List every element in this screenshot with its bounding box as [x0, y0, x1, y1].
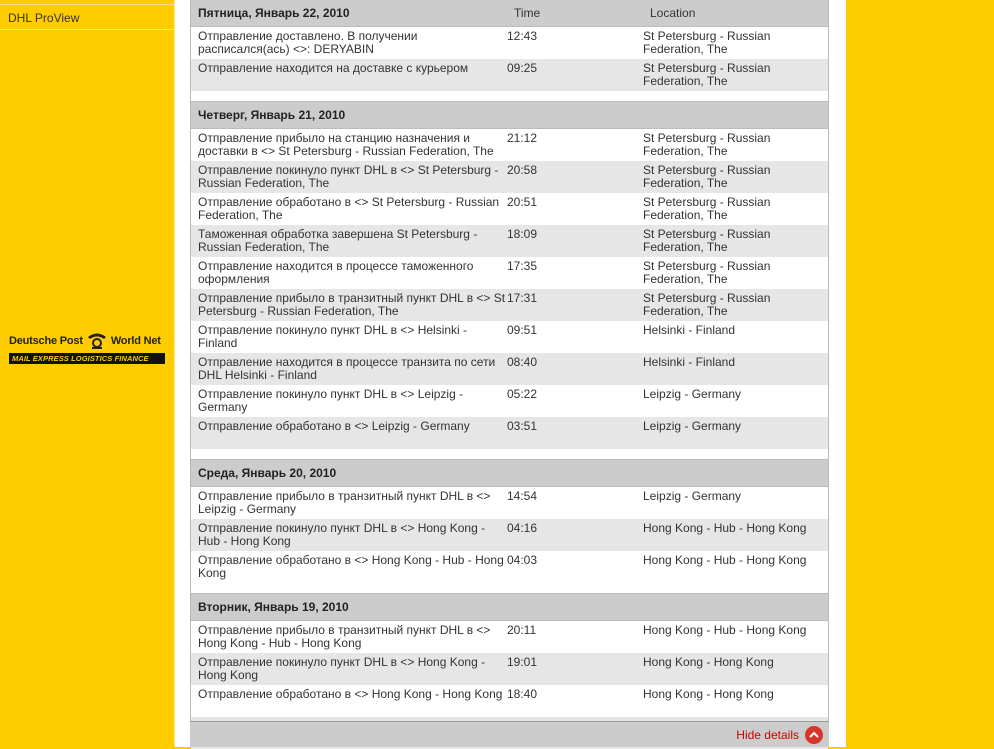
- event-time: 18:40: [507, 687, 538, 701]
- location-column-header: Location: [650, 6, 696, 20]
- event-location: Hong Kong - Hong Kong: [643, 655, 774, 669]
- event-location: St Petersburg - Russian Federation, The: [643, 61, 771, 88]
- event-description: Отправление покинуло пункт DHL в <> Leipzig - Germany: [198, 387, 464, 414]
- event-description: Отправление прибыло в транзитный пункт DHL в <> Leipzig - Germany: [198, 489, 491, 516]
- event-row: [191, 289, 828, 321]
- event-time: 17:31: [507, 291, 538, 305]
- day-date: Вторник, Январь 19, 2010: [198, 600, 349, 614]
- logo-tagline: MAIL EXPRESS LOGISTICS FINANCE: [9, 353, 165, 364]
- event-description: Отправление находится в процессе таможенного оформления: [198, 259, 474, 286]
- event-row: [191, 59, 828, 91]
- event-row: [191, 129, 828, 161]
- event-time: 04:16: [507, 521, 538, 535]
- day-header: [191, 594, 828, 621]
- day-date: Пятница, Январь 22, 2010: [198, 6, 350, 20]
- event-time: 21:12: [507, 131, 538, 145]
- event-row: [191, 487, 828, 519]
- event-location: St Petersburg - Russian Federation, The: [643, 29, 771, 56]
- day-separator: [191, 91, 828, 102]
- event-time: 04:03: [507, 553, 538, 567]
- event-description: Отправление обработано в <> Leipzig - Germany: [198, 419, 470, 433]
- event-location: St Petersburg - Russian Federation, The: [643, 195, 771, 222]
- deutsche-post-logo: [9, 332, 165, 364]
- event-description: Отправление обработано в <> Hong Kong - Hong Kong: [198, 687, 503, 701]
- event-description: Отправление доставлено. В получении расписался(ась) <>: DERYABIN: [198, 29, 418, 56]
- logo-right-text: World Net: [110, 335, 161, 347]
- event-description: Отправление покинуло пункт DHL в <> Hong Kong - Hong Kong: [198, 655, 486, 682]
- event-location: St Petersburg - Russian Federation, The: [643, 131, 771, 158]
- event-description: Отправление покинуло пункт DHL в <> St Petersburg - Russian Federation, The: [198, 163, 499, 190]
- event-row: [191, 551, 828, 583]
- event-location: St Petersburg - Russian Federation, The: [643, 163, 771, 190]
- event-description: Отправление прибыло в транзитный пункт DHL в <> Hong Kong - Hub - Hong Kong: [198, 623, 491, 650]
- event-row: [191, 161, 828, 193]
- event-row: [191, 685, 828, 717]
- event-description: Отправление покинуло пункт DHL в <> Hong Kong - Hub - Hong Kong: [198, 521, 486, 548]
- event-row: [191, 225, 828, 257]
- day-header: [191, 0, 828, 27]
- event-time: 20:51: [507, 195, 538, 209]
- event-time: 05:22: [507, 387, 538, 401]
- event-location: Hong Kong - Hub - Hong Kong: [643, 623, 807, 637]
- event-location: Leipzig - Germany: [643, 387, 742, 401]
- event-location: St Petersburg - Russian Federation, The: [643, 227, 771, 254]
- event-row: [191, 193, 828, 225]
- event-location: St Petersburg - Russian Federation, The: [643, 291, 771, 318]
- event-time: 03:51: [507, 419, 538, 433]
- event-description: Отправление обработано в <> Hong Kong - Hub - Hong Kong: [198, 553, 504, 580]
- event-row: [191, 653, 828, 685]
- event-location: Leipzig - Germany: [643, 489, 742, 503]
- days-container: [191, 0, 828, 749]
- event-location: Hong Kong - Hub - Hong Kong: [643, 521, 807, 535]
- event-location: Helsinki - Finland: [643, 323, 736, 337]
- sidebar: [0, 0, 175, 747]
- event-description: Отправление покинуло пункт DHL в <> Helsinki - Finland: [198, 323, 468, 350]
- event-row: [191, 417, 828, 449]
- event-time: 12:43: [507, 29, 538, 43]
- event-row: [191, 519, 828, 551]
- tracking-details: [190, 0, 829, 747]
- event-time: 14:54: [507, 489, 538, 503]
- event-row: [191, 353, 828, 385]
- day-date: Среда, Январь 20, 2010: [198, 466, 337, 480]
- posthorn-icon: [86, 332, 108, 350]
- event-description: Отправление прибыло на станцию назначения и доставки в <> St Petersburg - Russian Federation, The: [198, 131, 494, 158]
- event-location: Hong Kong - Hong Kong: [643, 687, 774, 701]
- event-description: Отправление прибыло в транзитный пункт DHL в <> St Petersburg - Russian Federation, The: [198, 291, 506, 318]
- event-time: 17:35: [507, 259, 538, 273]
- event-description: Таможенная обработка завершена St Petersburg - Russian Federation, The: [198, 227, 478, 254]
- day-separator: [191, 449, 828, 460]
- event-time: 09:51: [507, 323, 538, 337]
- event-row: [191, 321, 828, 353]
- day-header: [191, 102, 828, 129]
- left-gutter: [175, 0, 190, 747]
- event-location: St Petersburg - Russian Federation, The: [643, 259, 771, 286]
- event-location: Leipzig - Germany: [643, 419, 742, 433]
- event-row: [191, 27, 828, 59]
- time-column-header: Time: [514, 6, 541, 20]
- event-time: 20:11: [507, 623, 537, 637]
- logo-left-text: Deutsche Post: [9, 335, 83, 347]
- event-row: [191, 257, 828, 289]
- event-location: Helsinki - Finland: [643, 355, 736, 369]
- event-description: Отправление находится в процессе транзита по сети DHL Helsinki - Finland: [198, 355, 496, 382]
- event-description: Отправление обработано в <> St Petersburg - Russian Federation, The: [198, 195, 500, 222]
- details-footer: [190, 721, 829, 747]
- right-gutter: [829, 0, 846, 747]
- chevron-up-icon: [808, 729, 820, 741]
- event-time: 08:40: [507, 355, 538, 369]
- event-location: Hong Kong - Hub - Hong Kong: [643, 553, 807, 567]
- nav-dhl-proview[interactable]: DHL ProView: [0, 4, 174, 30]
- event-description: Отправление находится на доставке с курьером: [198, 61, 469, 75]
- event-time: 09:25: [507, 61, 538, 75]
- event-row: [191, 385, 828, 417]
- collapse-up-icon[interactable]: [805, 726, 823, 744]
- day-date: Четверг, Январь 21, 2010: [198, 108, 346, 122]
- event-time: 20:58: [507, 163, 538, 177]
- day-header: [191, 460, 828, 487]
- day-separator: [191, 583, 828, 594]
- event-time: 19:01: [507, 655, 538, 669]
- event-time: 18:09: [507, 227, 538, 241]
- event-row: [191, 621, 828, 653]
- hide-details-link[interactable]: Hide details: [736, 727, 799, 742]
